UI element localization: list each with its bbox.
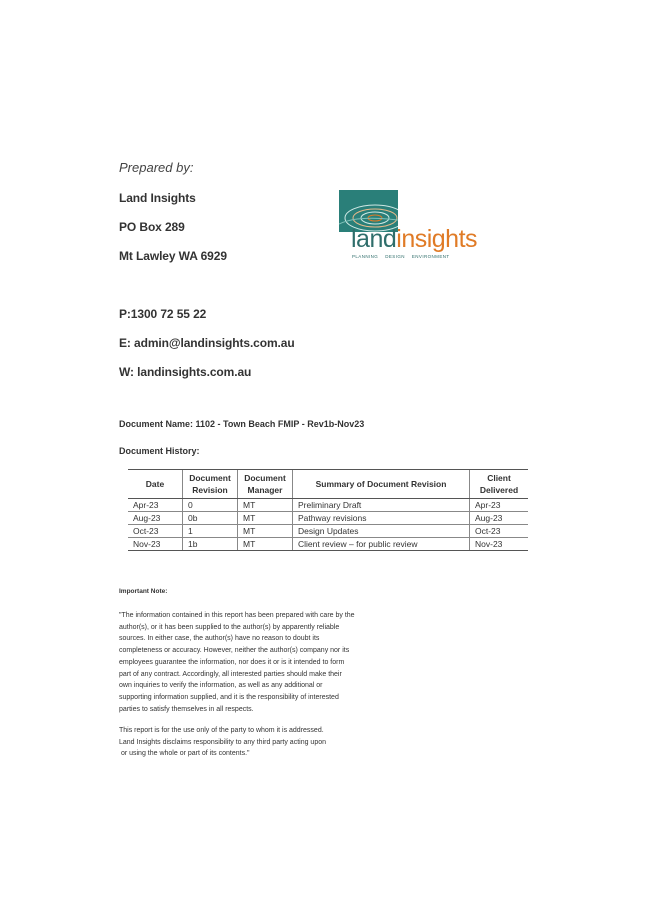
cell-manager: MT [238, 499, 293, 512]
table-row [128, 538, 528, 551]
header-summary: Summary of Document Revision [293, 470, 470, 499]
cell-revision: 0b [183, 512, 238, 525]
header-date: Date [128, 470, 183, 499]
table-row [128, 499, 528, 512]
land-insights-logo [339, 190, 489, 262]
phone-number: P:1300 72 55 22 [119, 307, 207, 321]
email-address: E: admin@landinsights.com.au [119, 336, 295, 350]
website: W: landinsights.com.au [119, 365, 252, 379]
table-header-row [128, 470, 528, 499]
cell-summary: Design Updates [293, 525, 470, 538]
cell-manager: MT [238, 525, 293, 538]
po-box: PO Box 289 [119, 220, 185, 234]
cell-date: Apr-23 [128, 499, 183, 512]
document-history-label: Document History: [119, 446, 200, 456]
cell-date: Aug-23 [128, 512, 183, 525]
cell-summary: Pathway revisions [293, 512, 470, 525]
logo-tagline: PLANNING DESIGN ENVIRONMENT [352, 254, 450, 259]
suburb-address: Mt Lawley WA 6929 [119, 249, 227, 263]
cell-delivered: Apr-23 [470, 499, 529, 512]
document-name: Document Name: 1102 - Town Beach FMIP - Rev1b-Nov23 [119, 419, 365, 429]
company-name: Land Insights [119, 191, 196, 205]
document-history-table [128, 469, 528, 551]
disclaimer-paragraph: "The information contained in this report has been prepared with care by the author(s), or it has been supplied to the author(s) by apparently reliable sources. In either case, the author(s) have no reason to doubt its completeness or accuracy. However, neither the author(s) company nor its employees guarantee the information, nor does it or is it intended to form part of any contract. Accordingly, all interested parties should make their own inquiries to verify the information, as well as any additional or supporting information supplied, and it is the responsibility of interested parties to satisfy themselves in all respects. [119, 612, 355, 713]
header-delivered: Client Delivered [470, 470, 529, 499]
cell-date: Nov-23 [128, 538, 183, 551]
cell-delivered: Oct-23 [470, 525, 529, 538]
cell-revision: 1 [183, 525, 238, 538]
cell-date: Oct-23 [128, 525, 183, 538]
logo-wordmark: landinsights [351, 225, 478, 253]
cell-revision: 1b [183, 538, 238, 551]
cell-revision: 0 [183, 499, 238, 512]
table-row [128, 512, 528, 525]
cell-manager: MT [238, 512, 293, 525]
cell-summary: Client review – for public review [293, 538, 470, 551]
cell-manager: MT [238, 538, 293, 551]
important-note-title: Important Note: [119, 588, 168, 595]
prepared-by-label: Prepared by: [119, 160, 194, 175]
cell-summary: Preliminary Draft [293, 499, 470, 512]
header-revision: Document Revision [183, 470, 238, 499]
cell-delivered: Aug-23 [470, 512, 529, 525]
table-row [128, 525, 528, 538]
usage-paragraph: This report is for the use only of the party to whom it is addressed. Land Insights disclaims responsibility to any third party acting upon or using the whole or part of its contents." [119, 727, 326, 758]
cell-delivered: Nov-23 [470, 538, 529, 551]
header-manager: Document Manager [238, 470, 293, 499]
